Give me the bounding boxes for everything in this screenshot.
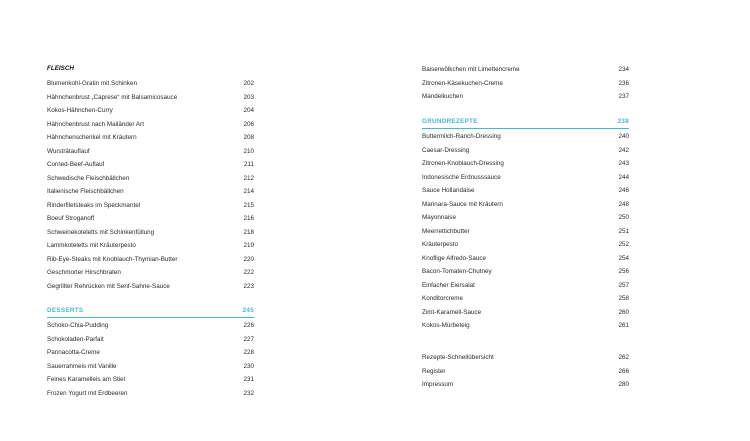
toc-entry-title: Pannacotta-Creme [47, 349, 100, 356]
section-heading-fleisch [47, 63, 254, 75]
toc-entry-page: 226 [243, 322, 254, 329]
toc-entry-page: 250 [618, 214, 629, 221]
toc-entry-title: Schwedische Fleischbällchen [47, 174, 130, 182]
toc-entry-title: Zitronen-Knoblauch-Dressing [422, 160, 504, 167]
toc-entry [422, 378, 629, 391]
toc-entry-page: 254 [618, 254, 629, 262]
toc-entry [47, 360, 254, 373]
toc-entry [47, 145, 254, 158]
toc-entry-title: Bacon-Tomaten-Chutney [422, 268, 492, 275]
toc-entry-page: 211 [243, 161, 254, 168]
toc-entry-title: Buttermilch-Ranch-Dressing [422, 133, 501, 140]
section-page: 238 [617, 118, 629, 125]
toc-entry-title: Rinderfiletsteaks im Speckmantel [47, 201, 141, 209]
toc-entry-page: 228 [243, 349, 254, 356]
toc-entry [47, 185, 254, 198]
toc-entry [47, 346, 254, 359]
toc-entry [47, 131, 254, 144]
toc-entry-page: 261 [618, 322, 629, 329]
toc-entry-title: Konditorcreme [422, 295, 463, 302]
toc-entry [47, 373, 254, 386]
toc-entry-title: Schweinekoteletts mit Schinkenfüllung [47, 228, 155, 236]
toc-entry [47, 319, 254, 332]
toc-entry-title: Geschmorter Hirschbraten [47, 269, 121, 276]
toc-entry [422, 225, 629, 238]
toc-entry-page: 266 [618, 367, 629, 375]
toc-entry [47, 199, 254, 212]
toc-entry [422, 365, 629, 378]
toc-entry-title: Gegrillter Rehrücken mit Senf-Sahne-Sauce [47, 282, 170, 290]
toc-entry [422, 306, 629, 319]
toc-entry-page: 203 [243, 93, 254, 101]
toc-entry-title: Italienische Fleischbällchen [47, 188, 124, 195]
toc-entry-page: 227 [243, 335, 254, 343]
section-title: FLEISCH [47, 65, 74, 72]
toc-entry-title: Hähnchenbrust nach Mailänder Art [47, 120, 144, 128]
toc-entry [422, 351, 629, 364]
toc-entry-title: Indonesische Erdnusssauce [422, 173, 501, 181]
toc-entry-title: Feines Karamelleis am Stiel [47, 376, 126, 383]
toc-entry-title: Rezepte-Schnellübersicht [422, 354, 494, 361]
toc-entry [422, 319, 629, 332]
toc-entry-page: 231 [243, 376, 254, 383]
toc-entry-page: 208 [243, 134, 254, 141]
toc-entry-title: Wursträtauflauf [47, 147, 90, 155]
toc-entry-title: Knoflige Alfredo-Sauce [422, 254, 487, 262]
toc-entry [47, 280, 254, 293]
toc-entry-page: 257 [618, 281, 629, 289]
toc-entry [422, 252, 629, 265]
toc-entry [422, 90, 629, 103]
toc-entry-page: 248 [618, 200, 629, 208]
toc-entry-title: Caesar-Dressing [422, 146, 470, 154]
toc-entry-page: 246 [618, 187, 629, 194]
section-heading-grundrezepte [422, 116, 629, 129]
toc-entry-page: 234 [618, 66, 629, 73]
toc-entry [422, 279, 629, 292]
toc-entry [422, 130, 629, 143]
toc-entry-title: Baiserwölkchen mit Limettencreme [422, 66, 520, 73]
section-title: DESSERTS [47, 307, 84, 314]
toc-entry-page: 256 [618, 268, 629, 275]
toc-entry [422, 171, 629, 184]
toc-entry [47, 239, 254, 252]
toc-entry-page: 236 [618, 79, 629, 87]
toc-entry [47, 266, 254, 279]
toc-entry-page: 202 [243, 80, 254, 87]
toc-entry [47, 77, 254, 90]
toc-entry [422, 77, 629, 90]
toc-entry-page: 243 [618, 160, 629, 167]
toc-entry-page: 222 [243, 269, 254, 276]
toc-entry-title: Impressum [422, 381, 454, 388]
toc-entry [47, 118, 254, 131]
toc-entry-title: Zitronen-Käsekuchen-Creme [422, 79, 503, 87]
toc-entry [47, 333, 254, 346]
toc-entry [422, 292, 629, 305]
toc-entry-title: Mayonnaise [422, 214, 456, 221]
toc-entry-page: 216 [243, 215, 254, 222]
toc-entry-title: Schokoladen-Parfait [47, 335, 104, 343]
toc-entry-title: Einfacher Eiersalat [422, 281, 475, 289]
toc-entry-page: 252 [618, 241, 629, 248]
toc-entry-page: 280 [618, 381, 629, 388]
toc-entry-page: 262 [618, 354, 629, 361]
toc-entry-title: Hähnchenbrust „Caprese“ mit Balsamicosauce [47, 93, 178, 101]
toc-entry-page: 219 [243, 242, 254, 249]
toc-entry-page: 242 [618, 146, 629, 154]
toc-entry-page: 210 [243, 147, 254, 155]
toc-entry-title: Hähnchenschenkel mit Kräutern [47, 134, 137, 141]
section-page: 245 [242, 307, 254, 314]
toc-entry [47, 104, 254, 117]
toc-entry-title: Sauce Hollandaise [422, 187, 475, 194]
toc-entry [422, 211, 629, 224]
toc-entry-title: Blumenkohl-Gratin mit Schinken [47, 80, 137, 87]
toc-entry-page: 251 [618, 227, 629, 235]
section-title: GRUNDREZEPTE [422, 118, 478, 125]
toc-entry-page: 206 [243, 120, 254, 128]
toc-entry [422, 63, 629, 76]
toc-entry-title: Marinara-Sauce mit Kräutern [422, 200, 503, 208]
toc-entry-title: Corned-Beef-Auflauf [47, 161, 105, 168]
toc-entry-page: 223 [243, 282, 254, 290]
toc-entry-title: Lammkoteletts mit Kräuterpesto [47, 242, 136, 249]
toc-entry [422, 144, 629, 157]
toc-entry [47, 387, 254, 400]
toc-entry-title: Frozen Yogurt mit Erdbeeren [47, 389, 128, 397]
toc-entry [422, 265, 629, 278]
toc-entry [422, 157, 629, 170]
toc-entry [422, 198, 629, 211]
toc-entry-page: 244 [618, 173, 629, 181]
toc-entry-page: 258 [618, 295, 629, 302]
toc-entry [47, 91, 254, 104]
toc-entry-page: 214 [243, 188, 254, 195]
toc-entry-page: 230 [243, 362, 254, 370]
toc-entry-page: 212 [243, 174, 254, 182]
toc-entry-page: 237 [618, 93, 629, 100]
toc-entry-page: 240 [618, 133, 629, 140]
toc-entry-page: 232 [243, 389, 254, 397]
toc-entry [422, 184, 629, 197]
toc-entry-title: Kokos-Hähnchen-Curry [47, 107, 113, 114]
toc-entry-title: Boeuf Stroganoff [47, 215, 95, 222]
toc-entry [47, 158, 254, 171]
toc-entry-title: Zimt-Karamell-Sauce [422, 308, 482, 316]
section-heading-desserts [47, 305, 254, 318]
toc-entry [47, 226, 254, 239]
toc-entry [422, 238, 629, 251]
toc-entry-title: Kokos-Mürbeteig [422, 322, 470, 329]
toc-entry-title: Register [422, 367, 446, 375]
toc-entry-page: 218 [243, 228, 254, 236]
toc-entry-title: Kräuterpesto [422, 241, 459, 248]
toc-entry-title: Meerrettichbutter [422, 227, 470, 235]
toc-entry [47, 212, 254, 225]
toc-entry [47, 253, 254, 266]
toc-entry-page: 204 [243, 107, 254, 114]
toc-entry-page: 260 [618, 308, 629, 316]
toc-entry-title: Rib-Eye-Steaks mit Knoblauch-Thymian-Butter [47, 255, 178, 263]
toc-entry-title: Sauerrahmeis mit Vanille [47, 362, 117, 370]
toc-entry [47, 172, 254, 185]
toc-entry-page: 220 [243, 255, 254, 263]
toc-entry-title: Mandelkuchen [422, 93, 463, 100]
toc-entry-title: Schoko-Chia-Pudding [47, 322, 109, 329]
toc-entry-page: 215 [243, 201, 254, 209]
